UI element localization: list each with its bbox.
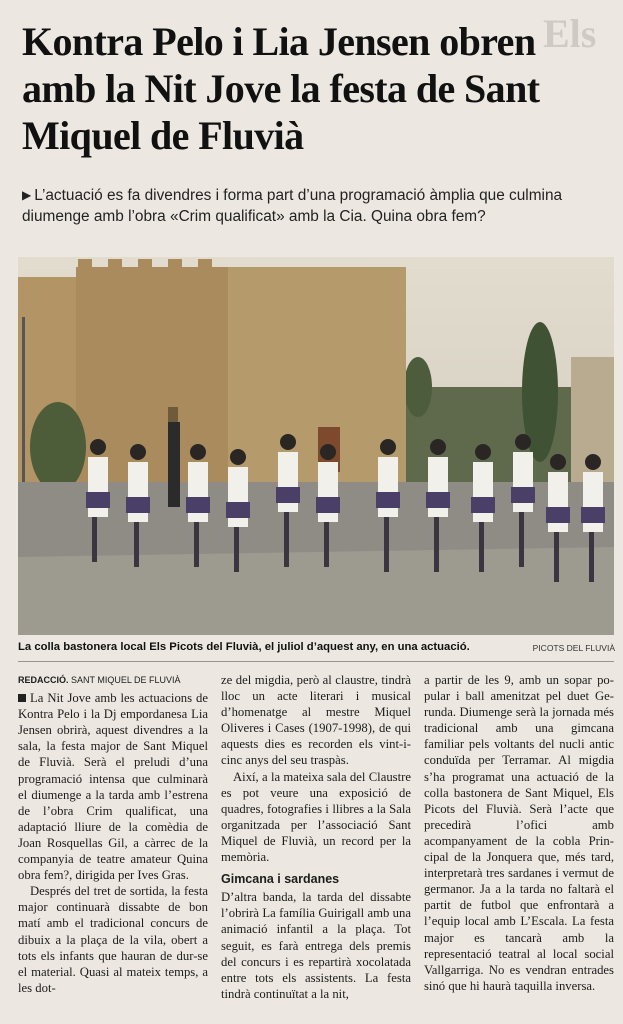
paragraph-text: La Nit Jove amb les actuacions de Kontra Pelo i la Dj empordanesa Lia Jensen obrirà, aquest divendres a la sala, la festa major de Sant Miquel de Fluvià. Serà el preludi d’una programació intensa que culminarà el diumenge a la tarda amb l’estrena de l’obra Crim qualificat, una adaptació lliure de la comèdia de Joan Rosquellas Gil, a càrrec de la companyia de teatre amateur Quina obra fem?, dirigida per Ives Gras.: [18, 691, 208, 883]
subhead: [22, 185, 618, 227]
photo-caption: La colla bastonera local Els Picots del Fluvià, el juliol d’aquest any, en una actuació.: [18, 641, 470, 653]
subheading: Gimcana i sardanes: [221, 872, 340, 887]
byline-place: SANT MIQUEL DE FLUVIÀ: [71, 675, 181, 685]
divider: [18, 661, 614, 662]
paragraph: D’altra banda, la tarda del dissabte l’obrirà La família Guirigall amb una animació infantil a la plaça. Tot seguit, es farà entrega dels premis del concurs i es repartirà xocolatada entre tots els assistents. La festa tindrà continuïtat a la nit,: [221, 890, 411, 1001]
body-column-1: [18, 672, 208, 996]
body-column-3: [424, 672, 614, 994]
dancers-photo-illustration: [18, 257, 614, 635]
triangle-icon: ▶: [22, 188, 32, 202]
paragraph: Així, a la mateixa sala del Claustre es pot veure una exposició de quadres, fotografies i llibres a la Sala organitzada per l’associació Sant Miquel de Fluvià, un record per la memòria.: [221, 769, 411, 865]
square-bullet-icon: [18, 694, 26, 702]
paragraph: Després del tret de sortida, la festa major continuarà dissabte de bon matí amb el tradicional concurs de dibuix a la plaça de la vila, obert a tots els infants que hauran de dur-se el material. Quasi al mateix temps, a les dot-: [18, 884, 208, 995]
byline-tag: REDACCIÓ.: [18, 675, 69, 685]
paragraph: a partir de les 9, amb un sopar popular i ball amenitzat pel duet Gerunda. Diumenge serà la jornada més tradicional amb una gimcana familiar pels voltants del nucli antic conduïda per Terramar. Al migdia s’ha programat una actuació de la colla bastonera de Sant Miquel, Els Picots del Fluvià. Serà l’acte que precedirà l’ofici amb acompanyament de la cobla Principal de la Jonquera que, més tard, interpretarà tres sardanes i vermut de germanor. Ja a la tarda no faltarà el partit de futbol que enfrontarà a l’equip local amb L’Escala. La festa major es tancarà amb la representació teatral al local social Vallgarriga. No es vendran entrades sinó que hi haurà taquilla inversa.: [424, 673, 614, 993]
photo-credit: PICOTS DEL FLUVIÀ: [532, 643, 615, 653]
headline: Kontra Pelo i Lia Jensen obren amb la Nit Jove la festa de Sant Miquel de Fluvià: [22, 19, 540, 158]
adjacent-article-bleed: Els: [543, 11, 597, 56]
paragraph: [18, 690, 208, 883]
paragraph: ze del migdia, però al claustre, tindrà lloc un acte literari i musical d’homenatge al mestre Miquel Oliveres i Cases (1907-1998), de qui aquests dies es recorden els vint-i-cinc anys del seu traspàs.: [221, 673, 411, 768]
article-photo: [18, 257, 614, 635]
byline: [18, 672, 208, 688]
body-column-2: [221, 672, 411, 1002]
subhead-text: L’actuació es fa divendres i forma part d’una programació àmplia que culmina diumenge amb l’obra «Crim qualificat» amb la Cia. Quina obra fem?: [22, 187, 563, 225]
